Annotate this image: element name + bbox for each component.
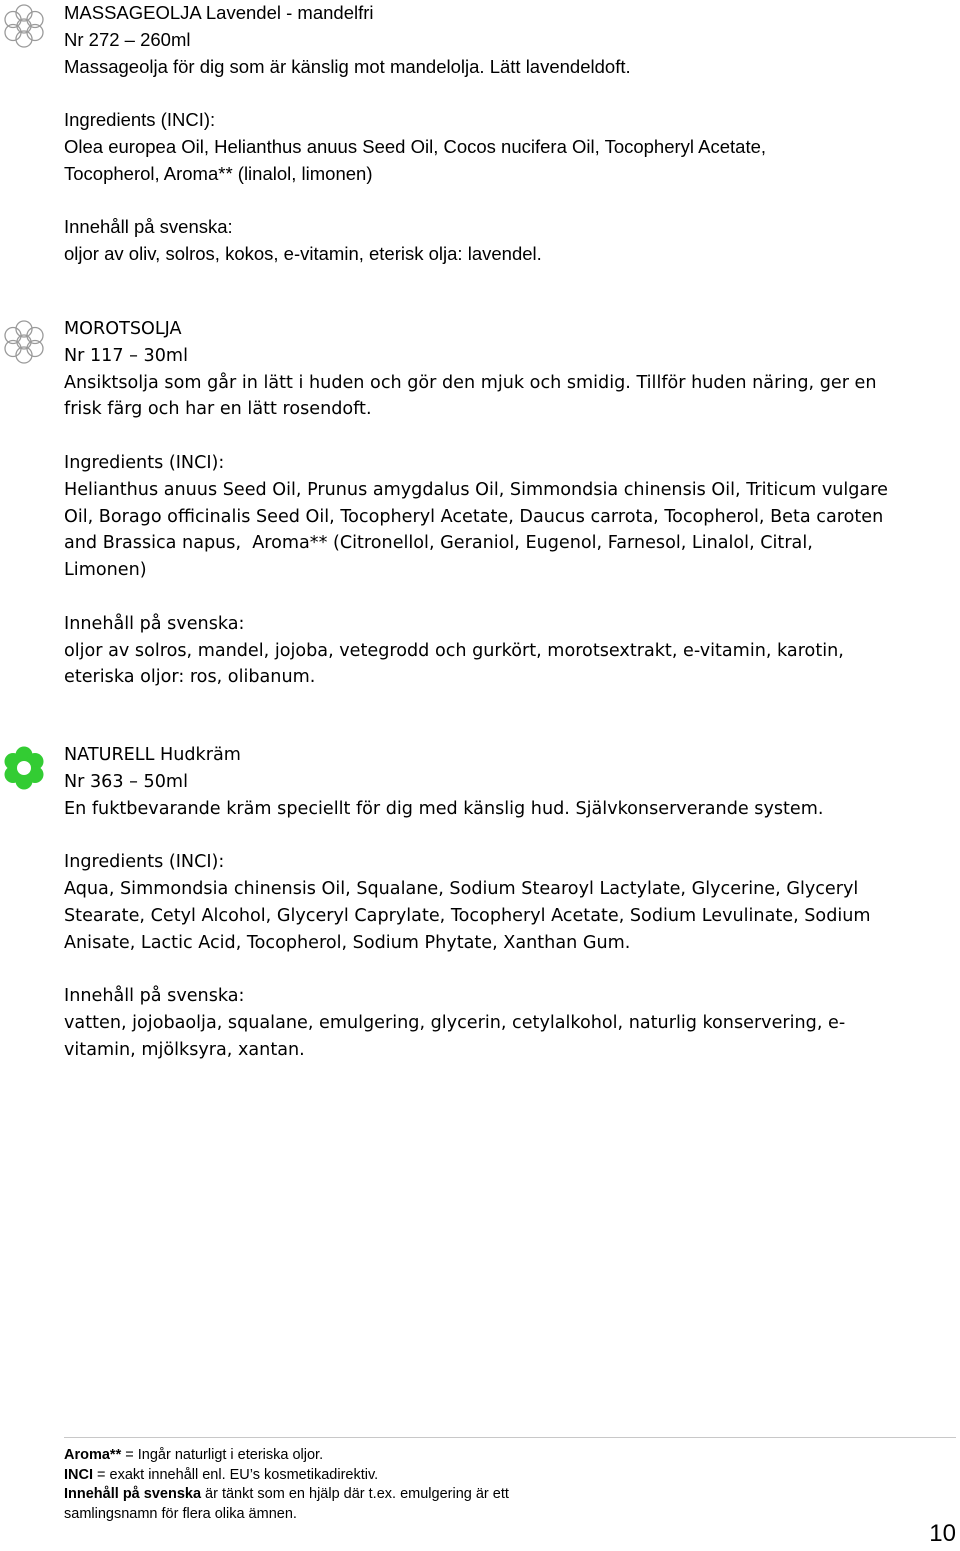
footnote-term: Aroma** <box>64 1447 122 1463</box>
ingredients-line: Stearate, Cetyl Alcohol, Glyceryl Caprylate, Tocopheryl Acetate, Sodium Levulinate, Sodium <box>64 905 871 926</box>
product-description: Ansiktsolja som går in lätt i huden och gör den mjuk och smidig. Tillför huden näring, ger en <box>64 372 877 393</box>
ingredients-label: Ingredients (INCI): <box>64 852 225 873</box>
ingredients-line: and Brassica napus, Aroma** (Citronellol, Geraniol, Eugenol, Farnesol, Linalol, Citral, <box>64 533 813 554</box>
flower-green-icon <box>0 744 48 792</box>
ingredients-label: Ingredients (INCI): <box>64 452 225 473</box>
product-number: Nr 363 – 50ml <box>64 771 188 792</box>
footnote-term: INCI <box>64 1466 93 1483</box>
ingredients-line: Tocopherol, Aroma** (linalol, limonen) <box>64 162 373 184</box>
ingredients-line: Limonen) <box>64 560 147 581</box>
footnote-text: = exakt innehåll enl. EU’s kosmetikadirektiv. <box>93 1466 379 1483</box>
ingredients-label: Ingredients (INCI): <box>64 109 216 131</box>
page-number: 10 <box>929 1520 956 1547</box>
swedish-label: Innehåll på svenska: <box>64 986 245 1007</box>
footnote <box>64 1446 624 1466</box>
product-description: Massageolja för dig som är känslig mot mandelolja. Lätt lavendeldoft. <box>64 55 631 77</box>
footnotes <box>64 1446 624 1524</box>
ingredients-line: Helianthus anuus Seed Oil, Prunus amygdalus Oil, Simmondsia chinensis Oil, Triticum vulgare <box>64 479 888 500</box>
product-name: MOROTSOLJA <box>64 319 182 339</box>
product-number: Nr 272 – 260ml <box>64 28 191 50</box>
ingredients-line: Anisate, Lactic Acid, Tocopherol, Sodium Phytate, Xanthan Gum. <box>64 932 631 953</box>
product-description: frisk färg och har en lätt rosendoft. <box>64 399 372 420</box>
footnote-text: är tänkt som en hjälp där t.ex. emulgering är ett <box>201 1486 509 1502</box>
footnote <box>64 1485 624 1505</box>
footnote-text: = Ingår naturligt i eteriska oljor. <box>121 1447 324 1463</box>
product-name: MASSAGEOLJA Lavendel - mandelfri <box>64 2 374 23</box>
swedish-line: eteriska oljor: ros, olibanum. <box>64 667 316 688</box>
product-text <box>64 316 954 691</box>
product-text <box>64 742 954 1064</box>
footnote-text: samlingsnamn för flera olika ämnen. <box>64 1505 297 1522</box>
product-description: En fuktbevarande kräm speciellt för dig med känslig hud. Självkonserverande system. <box>64 798 824 819</box>
footnote-divider <box>64 1437 956 1438</box>
swedish-label: Innehåll på svenska: <box>64 216 233 238</box>
footnote <box>64 1505 624 1525</box>
ingredients-line: Aqua, Simmondsia chinensis Oil, Squalane, Sodium Stearoyl Lactylate, Glycerine, Glyceryl <box>64 878 859 899</box>
product-number: Nr 117 – 30ml <box>64 345 188 366</box>
product-text <box>64 0 954 268</box>
ingredients-line: Olea europea Oil, Helianthus anuus Seed Oil, Cocos nucifera Oil, Tocopheryl Acetate, <box>64 135 767 157</box>
swedish-line: oljor av oliv, solros, kokos, e-vitamin, eterisk olja: lavendel. <box>64 243 542 265</box>
swedish-line: oljor av solros, mandel, jojoba, vetegrodd och gurkört, morotsextrakt, e-vitamin, karotin, <box>64 640 844 661</box>
flower-outline-icon <box>0 318 48 366</box>
flower-outline-icon <box>0 2 48 50</box>
product-name: NATURELL Hudkräm <box>64 745 241 765</box>
swedish-label: Innehåll på svenska: <box>64 613 245 634</box>
swedish-line: vatten, jojobaolja, squalane, emulgering, glycerin, cetylalkohol, naturlig konservering, e- <box>64 1012 846 1033</box>
swedish-line: vitamin, mjölksyra, xantan. <box>64 1039 305 1060</box>
footnote-term: Innehåll på svenska <box>64 1486 202 1502</box>
footnote <box>64 1466 624 1486</box>
ingredients-line: Oil, Borago officinalis Seed Oil, Tocopheryl Acetate, Daucus carrota, Tocopherol, Beta caroten <box>64 506 884 527</box>
